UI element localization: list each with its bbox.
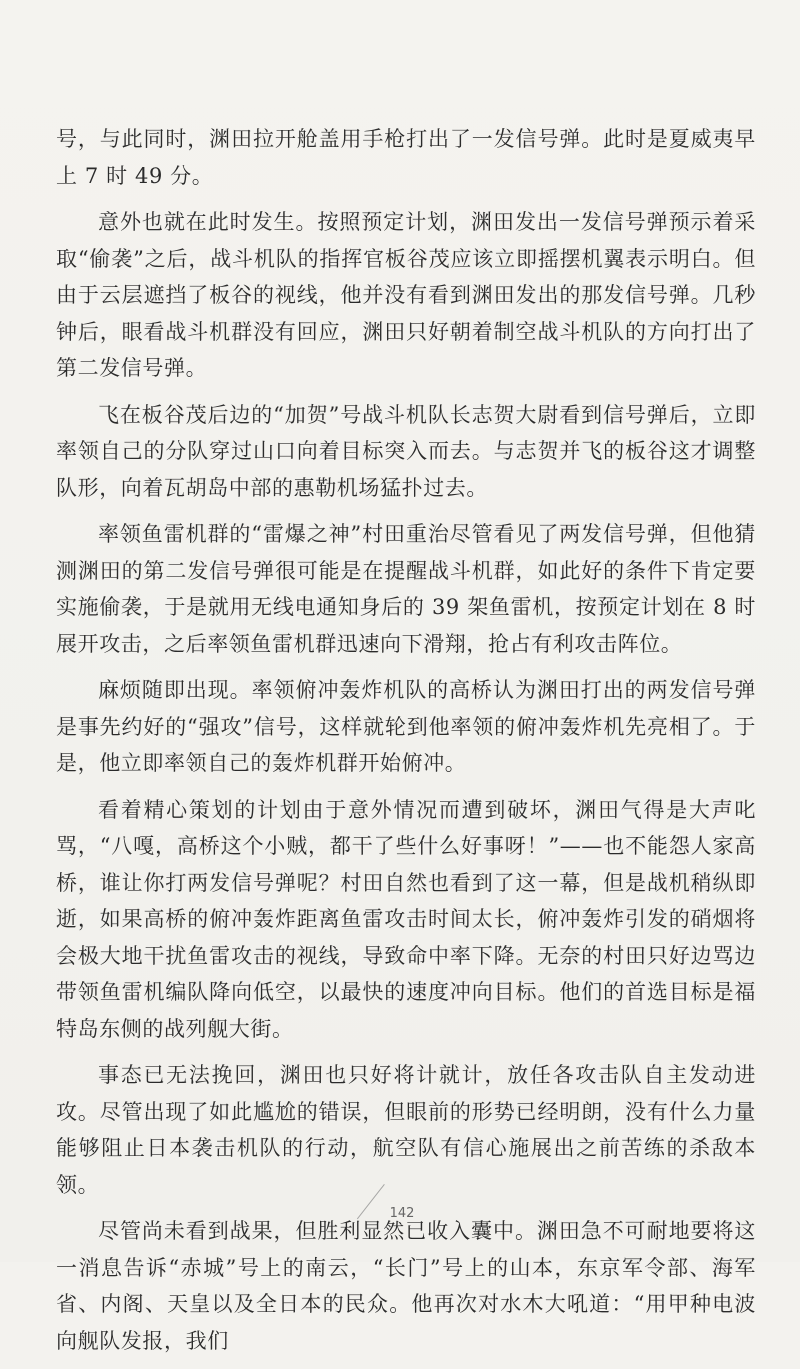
body-text [56, 121, 756, 1369]
paragraph-7: 事态已无法挽回，渊田也只好将计就计，放任各攻击队自主发动进攻。尽管出现了如此尴尬的错误，但眼前的形势已经明朗，没有什么力量能够阻止日本袭击机队的行动，航空队有信心施展出之前苦练的杀敌本领。 [56, 1063, 756, 1197]
paragraph-8: 尽管尚未看到战果，但胜利显然已收入囊中。渊田急不可耐地要将这一消息告诉“赤城”号上的南云，“长门”号上的山本，东京军令部、海军省、内阁、天皇以及全日本的民众。他再次对水木大吼道：“用甲种电波向舰队发报，我们 [56, 1219, 756, 1353]
paragraph-6: 看着精心策划的计划由于意外情况而遭到破坏，渊田气得是大声叱骂，“八嘎，高桥这个小贼，都干了些什么好事呀！”——也不能怨人家高桥，谁让你打两发信号弹呢？村田自然也看到了这一幕，但是战机稍纵即逝，如果高桥的俯冲轰炸距离鱼雷攻击时间太长，俯冲轰炸引发的硝烟将会极大地干扰鱼雷攻击的视线，导致命中率下降。无奈的村田只好边骂边带领鱼雷机编队降向低空，以最快的速度冲向目标。他们的首选目标是福特岛东侧的战列舰大街。 [56, 797, 756, 1041]
paragraph-5: 麻烦随即出现。率领俯冲轰炸机队的高桥认为渊田打出的两发信号弹是事先约好的“强攻”信号，这样就轮到他率领的俯冲轰炸机先亮相了。于是，他立即率领自己的轰炸机群开始俯冲。 [56, 678, 756, 775]
paragraph-4: 率领鱼雷机群的“雷爆之神”村田重治尽管看见了两发信号弹，但他猜测渊田的第二发信号弹很可能是在提醒战斗机群，如此好的条件下肯定要实施偷袭，于是就用无线电通知身后的 39 架鱼雷机，按预定计划在 8 时展开攻击，之后率领鱼雷机群迅速向下滑翔，抢占有利攻击阵位。 [56, 522, 756, 656]
paragraph-3: 飞在板谷茂后边的“加贺”号战斗机队长志贺大尉看到信号弹后，立即率领自己的分队穿过山口向着目标突入而去。与志贺并飞的板谷这才调整队形，向着瓦胡岛中部的惠勒机场猛扑过去。 [56, 402, 756, 500]
paragraph-2: 意外也就在此时发生。按照预定计划，渊田发出一发信号弹预示着采取“偷袭”之后，战斗机队的指挥官板谷茂应该立即摇摆机翼表示明白。但由于云层遮挡了板谷的视线，他并没有看到渊田发出的那发信号弹。几秒钟后，眼看战斗机群没有回应，渊田只好朝着制空战斗机队的方向打出了第二发信号弹。 [56, 210, 756, 380]
paragraph-1: 号，与此同时，渊田拉开舱盖用手枪打出了一发信号弹。此时是夏威夷早上 7 时 49 分。 [56, 127, 756, 188]
page-number: 142 [389, 1206, 415, 1221]
